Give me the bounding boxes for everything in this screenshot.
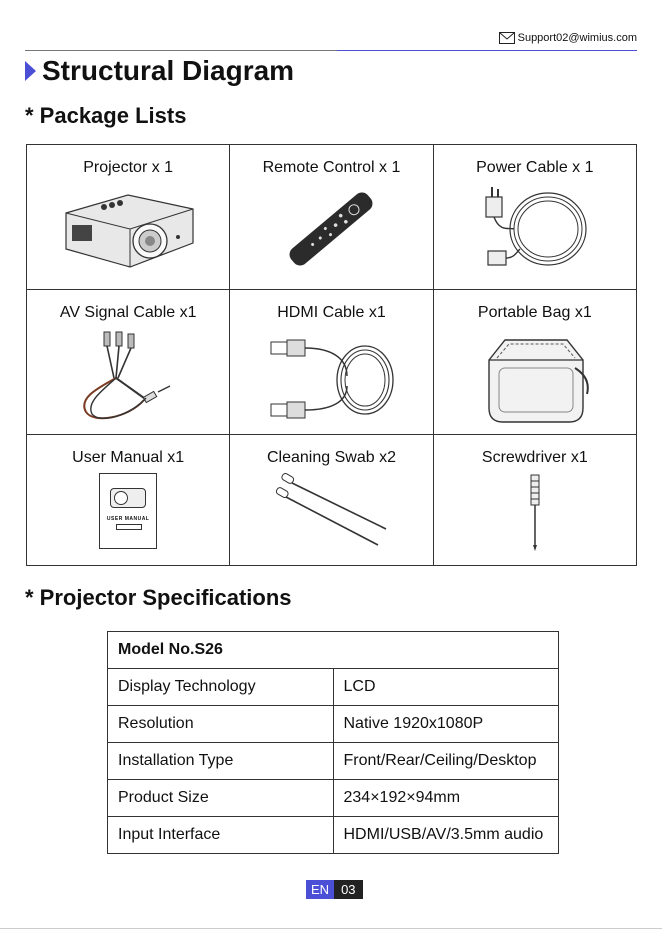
spec-heading: * Projector Specifications xyxy=(25,585,292,610)
spec-row xyxy=(108,817,559,854)
header-divider xyxy=(25,50,637,51)
package-cell-manual xyxy=(27,435,230,566)
remote-control-icon xyxy=(271,183,391,275)
portable-bag-icon xyxy=(475,328,595,428)
screwdriver-icon xyxy=(515,473,555,553)
spec-row xyxy=(108,743,559,780)
spec-key: Resolution xyxy=(108,706,334,743)
hdmi-cable-icon xyxy=(261,328,401,428)
spec-value: HDMI/USB/AV/3.5mm audio xyxy=(333,817,559,854)
package-label: AV Signal Cable x1 xyxy=(59,304,197,321)
triangle-icon xyxy=(25,61,36,81)
spec-key: Input Interface xyxy=(108,817,334,854)
page-footer xyxy=(306,880,363,899)
page-title xyxy=(25,55,294,87)
package-table xyxy=(26,144,637,566)
package-label: Cleaning Swab x2 xyxy=(267,449,396,466)
package-cell-swab xyxy=(230,435,433,566)
package-cell-bag xyxy=(433,290,636,435)
package-label: Remote Control x 1 xyxy=(262,159,401,176)
page-title-text: Structural Diagram xyxy=(42,55,295,86)
power-cable-icon xyxy=(470,183,600,275)
cleaning-swab-icon xyxy=(266,473,396,553)
user-manual-icon xyxy=(99,473,157,549)
package-cell-screwdriver xyxy=(433,435,636,566)
manual-cover-title: USER MANUAL xyxy=(106,516,150,522)
support-email[interactable]: Support02@wimius.com xyxy=(517,32,637,44)
spec-key: Installation Type xyxy=(108,743,334,780)
av-cable-icon xyxy=(58,328,198,428)
spec-value: Front/Rear/Ceiling/Desktop xyxy=(333,743,559,780)
manual-badge xyxy=(116,524,142,530)
package-label: Projector x 1 xyxy=(83,159,174,176)
spec-key: Display Technology xyxy=(108,669,334,706)
spec-table xyxy=(107,631,559,854)
package-label: Power Cable x 1 xyxy=(476,159,594,176)
language-badge: EN xyxy=(306,880,334,899)
package-cell-remote xyxy=(230,145,433,290)
spec-row xyxy=(108,669,559,706)
spec-value: 234×192×94mm xyxy=(333,780,559,817)
spec-value: Native 1920x1080P xyxy=(333,706,559,743)
package-label: Screwdriver x1 xyxy=(481,449,588,466)
page-number: 03 xyxy=(334,880,362,899)
spec-row xyxy=(108,706,559,743)
package-label: User Manual x1 xyxy=(72,449,185,466)
package-label: HDMI Cable x1 xyxy=(277,304,386,321)
package-heading: * Package Lists xyxy=(25,103,187,128)
spec-value: LCD xyxy=(333,669,559,706)
spec-key: Product Size xyxy=(108,780,334,817)
model-number: Model No.S26 xyxy=(108,632,559,669)
mail-icon xyxy=(499,32,515,44)
spec-row xyxy=(108,780,559,817)
package-cell-power-cable xyxy=(433,145,636,290)
package-cell-hdmi-cable xyxy=(230,290,433,435)
footer-divider xyxy=(0,928,662,929)
package-cell-projector xyxy=(27,145,230,290)
package-cell-av-cable xyxy=(27,290,230,435)
projector-icon xyxy=(58,183,198,275)
package-label: Portable Bag x1 xyxy=(477,304,592,321)
support-contact xyxy=(499,32,637,44)
